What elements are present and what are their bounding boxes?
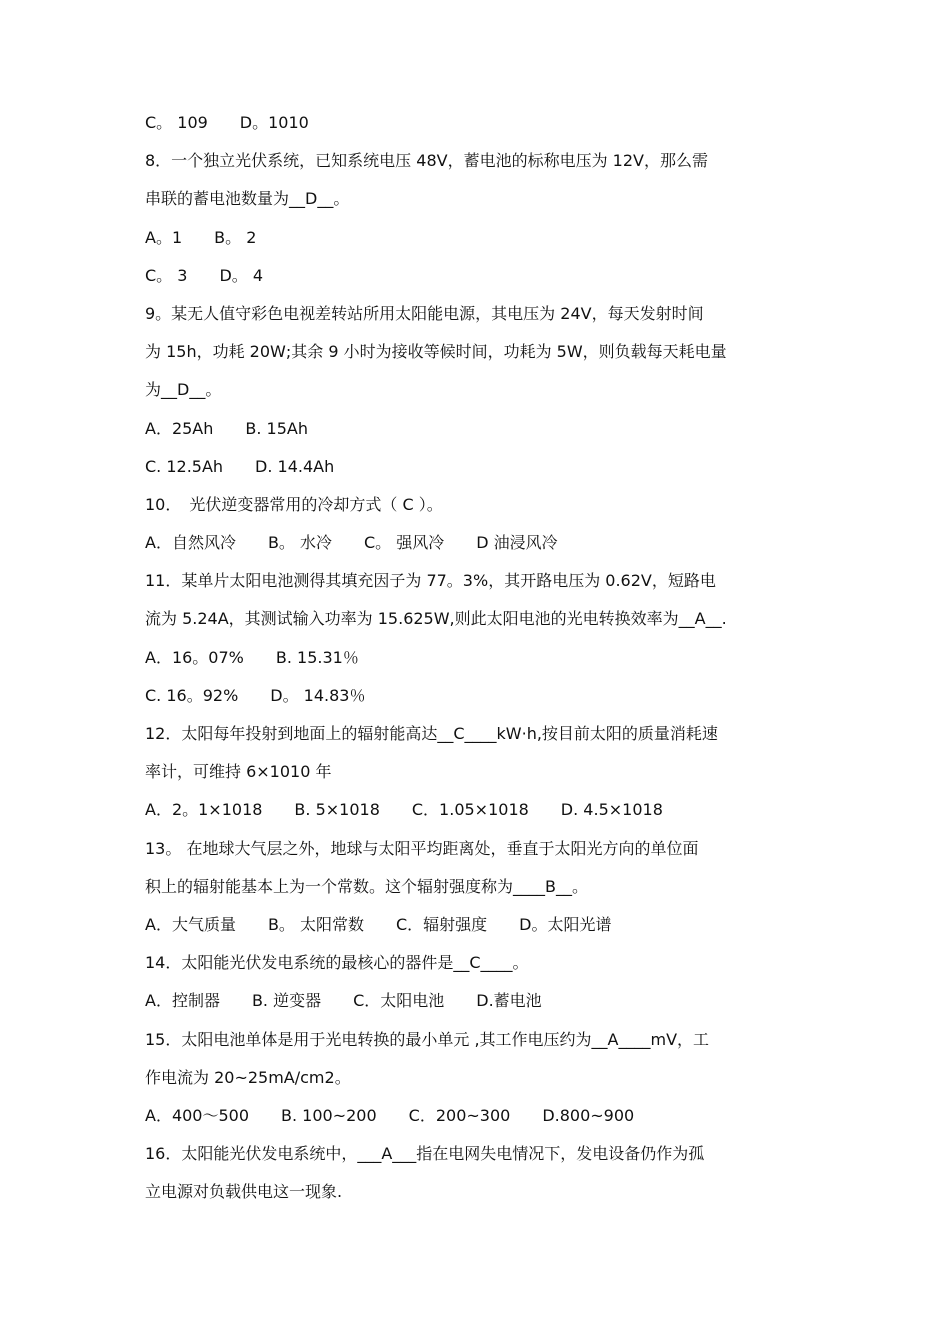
question-8-options-2: C。 3 D。 4	[145, 265, 264, 285]
question-11-line-1: 11．某单片太阳电池测得其填充因子为 77。3%，其开路电压为 0.62V，短路电	[145, 571, 716, 591]
question-9-line-1: 9。某无人值守彩色电视差转站所用太阳能电源，其电压为 24V，每天发射时间	[145, 303, 704, 323]
question-13-line-2: 积上的辐射能基本上为一个常数。这个辐射强度称为____B__。	[145, 876, 588, 896]
question-9-options-2: C. 12.5Ah D. 14.4Ah	[145, 456, 335, 476]
question-12-line-1: 12．太阳每年投射到地面上的辐射能高达__C____kW·h,按目前太阳的质量消耗速	[145, 724, 718, 743]
text-line: C。 109 D。1010	[145, 113, 309, 132]
question-8-line-1: 8．一个独立光伏系统，已知系统电压 48V，蓄电池的标称电压为 12V，那么需	[145, 151, 708, 171]
question-11-options-2: C. 16。92% D。 14.83％	[145, 685, 366, 705]
question-10-line-1: 10． 光伏逆变器常用的冷却方式（ C ）。	[145, 494, 443, 514]
question-15-options: A．400～500 B. 100~200 C．200~300 D.800~900	[145, 1105, 635, 1125]
question-15-line-2: 作电流为 20~25mA/cm2。	[145, 1067, 351, 1087]
question-12-line-2: 率计，可维持 6×1010 年	[145, 762, 332, 782]
document-page	[145, 108, 815, 1215]
question-10-options: A．自然风冷 B。 水冷 C。 强风冷 D 油浸风冷	[145, 533, 558, 553]
question-13-options: A．大气质量 B。 太阳常数 C．辐射强度 D。太阳光谱	[145, 914, 612, 934]
question-9-line-3: 为__D__。	[145, 380, 222, 400]
question-16-line-1: 16．太阳能光伏发电系统中，___A___指在电网失电情况下，发电设备仍作为孤	[145, 1144, 705, 1164]
question-8-line-2: 串联的蓄电池数量为__D__。	[145, 189, 350, 209]
question-9-line-2: 为 15h，功耗 20W;其余 9 小时为接收等候时间，功耗为 5W，则负载每天耗电量	[145, 342, 727, 362]
question-15-line-1: 15．太阳电池单体是用于光电转换的最小单元 ,其工作电压约为__A____mV，工	[145, 1029, 710, 1049]
question-12-options: A．2。1×1018 B. 5×1018 C．1.05×1018 D. 4.5×1018	[145, 800, 663, 820]
question-16-line-2: 立电源对负载供电这一现象.	[145, 1182, 343, 1202]
question-14-options: A．控制器 B. 逆变器 C．太阳电池 D.蓄电池	[145, 991, 542, 1011]
question-8-options-1: A。1 B。 2	[145, 227, 257, 247]
question-11-options-1: A．16。07% B. 15.31％	[145, 647, 359, 667]
question-13-line-1: 13。 在地球大气层之外，地球与太阳平均距离处，垂直于太阳光方向的单位面	[145, 838, 699, 858]
question-14-line-1: 14．太阳能光伏发电系统的最核心的器件是__C____。	[145, 953, 529, 973]
question-9-options-1: A．25Ah B. 15Ah	[145, 418, 308, 438]
question-11-line-2: 流为 5.24A，其测试输入功率为 15.625W,则此太阳电池的光电转换效率为__A__.	[145, 609, 727, 629]
